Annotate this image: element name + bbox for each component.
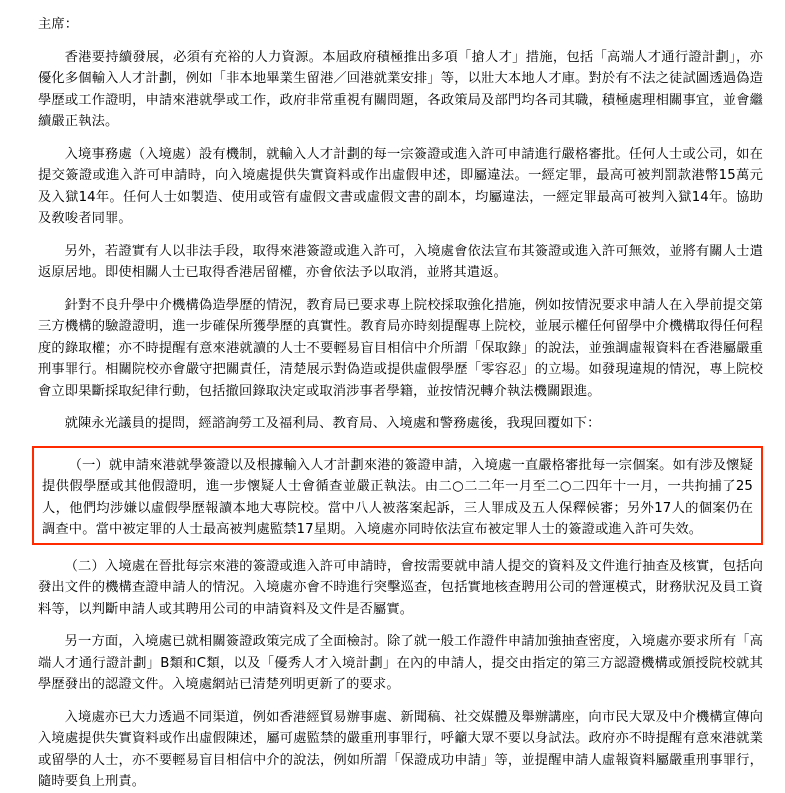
paragraph-8: 入境處亦已大力透過不同渠道，例如香港經貿易辦事處、新聞稿、社交媒體及舉辦講座，向市民大眾及中介機構宣傳向入境處提供失實資料或作出虛假陳述，屬可處監禁的嚴重刑事罪行，呼籲大眾不要以身試法。政府亦不時提醒有意來港就業或留學的人士，亦不要輕易盲目相信中介的說法，例如所謂「保證成功申請」等，並提醒申請人虛報資料屬嚴重刑事罪行，隨時要負上刑責。 — [38, 709, 763, 789]
salutation: 主席： — [38, 17, 79, 32]
highlighted-paragraph: （一）就申請來港就學簽證以及根據輸入人才計劃來港的簽證申請，入境處一直嚴格審批每一宗個案。如有涉及懷疑提供假學歷或其他假證明，進一步懷疑人士會循查並嚴正執法。由二○二二年一月至二○二四年十一月，一共拘捕了25人，他們均涉嫌以虛假學歷報讀本地大專院校。當中八人被落案起訴，三人罪成及五人保釋候審；另外17人的個案仍在調查中。當中被定罪的人士最高被判處監禁17星期。入境處亦同時依法宣布被定罪人士的簽證或進入許可失效。 — [42, 457, 753, 537]
highlight-annotation-box — [32, 446, 763, 545]
paragraph-5: 就陳永光議員的提問，經諮詢勞工及福利局、教育局、入境處和警務處後，我現回覆如下： — [64, 416, 601, 431]
paragraph-1: 香港要持續發展，必須有充裕的人力資源。本屆政府積極推出多項「搶人才」措施，包括「高端人才通行證計劃」，亦優化多個輸入人才計劃，例如「非本地畢業生留港／回港就業安排」等，以壯大本地人才庫。對於有不法之徒試圖透過偽造學歷或工作證明，申請來港就學或工作，政府非常重視有關問題，各政策局及部門均各司其職，積極處理相關事宜，並會繼續嚴正執法。 — [38, 49, 763, 129]
paragraph-6: （二）入境處在晉批每宗來港的簽證或進入許可申請時，會按需要就申請人提交的資料及文件進行抽查及核實，包括向發出文件的機構查證申請人的情況。入境處亦會不時進行突擊巡查，包括實地核查聘用公司的營運模式，財務狀況及員工資料等，以判斷申請人或其聘用公司的申請資料及文件是否屬實。 — [38, 558, 763, 617]
paragraph-3: 另外，若證實有人以非法手段，取得來港簽證或進入許可，入境處會依法宣布其簽證或進入許可無效，並將有關人士遣返原居地。即使相關人士已取得香港居留權，亦會依法予以取消，並將其遣返。 — [38, 243, 763, 280]
paragraph-4: 針對不良升學中介機構偽造學歷的情況，教育局已要求專上院校採取強化措施，例如按情況要求申請人在入學前提交第三方機構的驗證證明，進一步確保所獲學歷的真實性。教育局亦時刻提醒專上院校，並展示權任何留學中介機構取得任何程度的錄取權；亦不時提醒有意來港就讀的人士不要輕易盲目相信中介所謂「保取錄」的說法，並強調虛報資料在香港屬嚴重刑事罪行。相關院校亦會嚴守把關責任，清楚展示對偽造或提供虛假學歷「零容忍」的立場。如發現違規的情況，專上院校會立即果斷採取紀律行動，包括撤回錄取決定或取消涉事者學籍，並按情況轉介執法機關跟進。 — [38, 297, 763, 399]
paragraph-7: 另一方面，入境處已就相關簽證政策完成了全面檢討。除了就一般工作證件申請加強抽查密度，入境處亦要求所有「高端人才通行證計劃」B類和C類，以及「優秀人才入境計劃」在內的申請人，提交由指定的第三方認證機構或頒授院校就其學歷發出的認證文件。入境處網站已清楚列明更新了的要求。 — [38, 634, 763, 692]
paragraph-2: 入境事務處（入境處）設有機制，就輸入人才計劃的每一宗簽證或進入許可申請進行嚴格審批。任何人士或公司，如在提交簽證或進入許可申請時，向入境處提供失實資料或作出虛假申述，即屬違法。一經定罪，最高可被判罰款港幣15萬元及入獄14年。任何人士如製造、使用或管有虛假文書或虛假文書的副本，均屬違法，一經定罪最高可被判入獄14年。協助及敎唆者同罪。 — [38, 146, 763, 226]
